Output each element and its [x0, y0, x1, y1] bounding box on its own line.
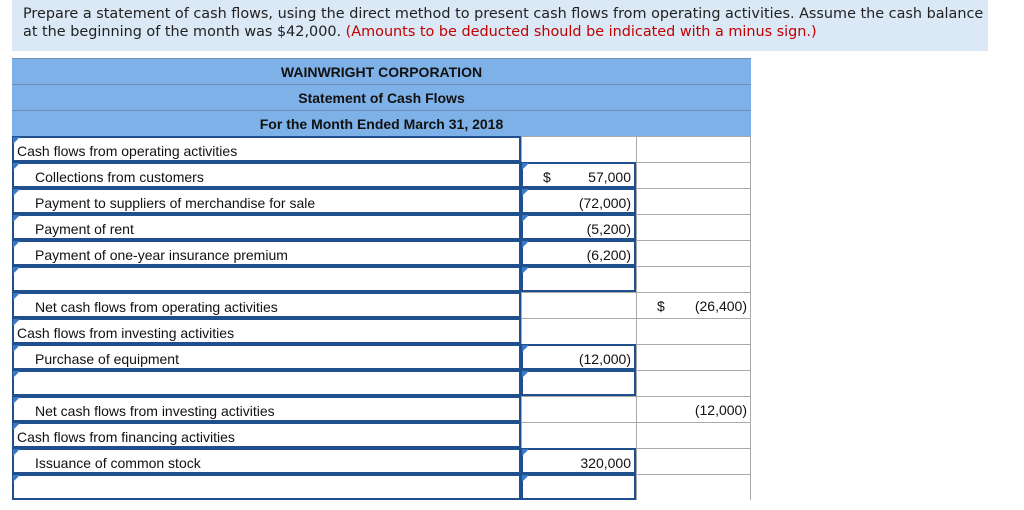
row-label-input[interactable]: [12, 240, 521, 266]
row-label: Cash flows from operating activities: [17, 143, 238, 159]
row-label-input[interactable]: [12, 344, 521, 370]
amount-input[interactable]: [521, 474, 636, 500]
total-cell: [636, 344, 751, 370]
amount-cell: [521, 396, 636, 422]
amount-value: (72,000): [578, 195, 631, 211]
total-cell: [636, 422, 751, 448]
row-label-input[interactable]: [12, 266, 521, 292]
total-value-cell: [636, 292, 751, 318]
total-value: (26,400): [694, 298, 747, 314]
total-value-cell: [636, 396, 751, 422]
amount-input[interactable]: [521, 344, 636, 370]
total-cell: [636, 214, 751, 240]
total-cell: [636, 188, 751, 214]
row-label: Purchase of equipment: [35, 351, 179, 367]
amount-cell: [521, 422, 636, 448]
total-cell: [636, 370, 751, 396]
statement-title: Statement of Cash Flows: [12, 84, 751, 110]
row-label-input[interactable]: [12, 292, 521, 318]
total-cell: [636, 240, 751, 266]
amount-value: 320,000: [580, 455, 631, 471]
amount-cell: [521, 318, 636, 344]
amount-input[interactable]: [521, 266, 636, 292]
total-cell: [636, 162, 751, 188]
amount-value: 57,000: [588, 169, 631, 185]
amount-cell: [521, 292, 636, 318]
total-cell: [636, 318, 751, 344]
cash-flow-statement: [12, 58, 751, 510]
currency-symbol: $: [657, 298, 665, 314]
row-label-input[interactable]: [12, 370, 521, 396]
total-cell: [636, 266, 751, 292]
total-cell: [636, 136, 751, 162]
statement-period: For the Month Ended March 31, 2018: [12, 110, 751, 136]
instructions-panel: [12, 0, 988, 51]
instructions-text: Prepare a statement of cash flows, using the direct method to present cash flows from operating activities. Assume the cash balance at the beginning of the month was $42,000.: [23, 6, 984, 40]
amount-input[interactable]: [521, 214, 636, 240]
amount-input[interactable]: [521, 240, 636, 266]
total-value: (12,000): [694, 402, 747, 418]
row-label: Net cash flows from operating activities: [35, 299, 278, 315]
row-label: Cash flows from investing activities: [17, 325, 235, 341]
amount-cell: [521, 136, 636, 162]
amount-input[interactable]: [521, 162, 636, 188]
row-label: Issuance of common stock: [35, 455, 201, 471]
row-label-input[interactable]: [12, 448, 521, 474]
row-label-input[interactable]: [12, 396, 521, 422]
row-label: Collections from customers: [35, 169, 204, 185]
row-label: Net cash flows from investing activities: [35, 403, 275, 419]
row-label: Payment of rent: [35, 221, 134, 237]
row-label: Payment to suppliers of merchandise for sale: [35, 195, 316, 211]
row-label: Cash flows from financing activities: [17, 429, 235, 445]
total-cell: [636, 448, 751, 474]
amount-input[interactable]: [521, 370, 636, 396]
company-name: WAINWRIGHT CORPORATION: [12, 58, 751, 84]
row-label: Payment of one-year insurance premium: [35, 247, 288, 263]
row-label-input[interactable]: [12, 136, 521, 162]
currency-symbol: $: [543, 169, 551, 185]
amount-value: (5,200): [586, 221, 631, 237]
instructions-note: (Amounts to be deducted should be indicated with a minus sign.): [345, 24, 817, 40]
amount-input[interactable]: [521, 448, 636, 474]
row-label-input[interactable]: [12, 422, 521, 448]
row-label-input[interactable]: [12, 214, 521, 240]
total-cell: [636, 474, 751, 500]
amount-input[interactable]: [521, 188, 636, 214]
row-label-input[interactable]: [12, 188, 521, 214]
row-label-input[interactable]: [12, 474, 521, 500]
row-label-input[interactable]: [12, 318, 521, 344]
row-label-input[interactable]: [12, 162, 521, 188]
amount-value: (6,200): [586, 247, 631, 263]
amount-value: (12,000): [578, 351, 631, 367]
